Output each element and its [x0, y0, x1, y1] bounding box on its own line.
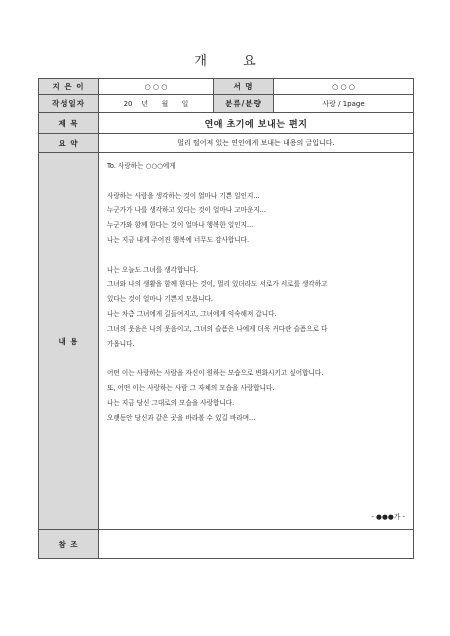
row-content — [39, 153, 414, 530]
reference-value — [99, 530, 414, 559]
letter-lines — [99, 153, 413, 425]
date-label: 작성일자 — [39, 95, 99, 113]
letter-line: 어떤 이는 사랑하는 사람을 자신이 원하는 모습으로 변화시키고 싶어합니다. — [107, 369, 324, 378]
letter-line — [107, 174, 407, 189]
letter-line: 나는 오늘도 그녀를 생각합니다. — [107, 265, 199, 274]
title-char-2: 요 — [243, 54, 256, 69]
letter-line: 나는 지금 당신 그대로의 모습을 사랑합니다. — [107, 398, 235, 407]
letter-line — [107, 248, 407, 263]
date-value: 20 년 월 일 — [99, 95, 214, 113]
content-cell — [99, 153, 414, 530]
signature-label: 서 명 — [214, 79, 274, 95]
letter-line: 또, 어떤 이는 사랑하는 사람 그 자체의 모습을 사랑합니다. — [107, 383, 275, 392]
overview-table — [38, 78, 414, 559]
summary-label: 요 약 — [39, 134, 99, 153]
letter-line: 가옵니다. — [107, 339, 135, 348]
reference-label: 참 조 — [39, 530, 99, 559]
content-label: 내 용 — [39, 153, 99, 530]
letter-line: 나는 지금 내게 주어진 행복에 너무도 감사합니다. — [107, 235, 250, 244]
letter-line — [107, 351, 407, 366]
title-char-1: 개 — [194, 54, 207, 69]
row-author — [39, 79, 414, 95]
signature-value: ○ ○ ○ — [274, 79, 414, 95]
letter-signoff: - ●●●가 - — [371, 513, 405, 521]
letter-line: To. 사랑하는 ○○○에게 — [107, 162, 176, 170]
letter-line: 누군가와 함께 한다는 것이 얼마나 행복한 일인지... — [107, 221, 254, 230]
subject-label: 제 목 — [39, 113, 99, 134]
category-label: 분류/분량 — [214, 95, 274, 113]
letter-line: 있다는 것이 얼마나 기쁜지 모릅니다. — [107, 295, 214, 304]
letter-line: 그녀와 나의 생활을 함께 한다는 것이, 멀리 있더라도 서로가 서로를 생각하고 — [107, 280, 328, 289]
summary-value: 멀리 떨어져 있는 연인에게 보내는 내용의 글입니다. — [99, 134, 414, 153]
letter-body — [99, 153, 413, 529]
row-summary — [39, 134, 414, 153]
letter-line: 오랫동안 당신과 같은 곳을 바라볼 수 있길 바라며... — [107, 413, 256, 422]
author-label: 지 은 이 — [39, 79, 99, 95]
document-title — [0, 50, 450, 69]
letter-line: 사랑하는 사람을 생각하는 것이 얼마나 기쁜 일인지... — [107, 191, 260, 200]
row-date — [39, 95, 414, 113]
letter-line: 누군가가 나를 생각하고 있다는 것이 얼마나 고마운지... — [107, 206, 266, 215]
row-reference — [39, 530, 414, 559]
letter-line: 나는 차츰 그녀에게 길들여지고, 그녀에게 익숙해져 갑니다. — [107, 309, 277, 318]
subject-value: 연애 초기에 보내는 편지 — [99, 113, 414, 134]
category-value: 사랑 / 1page — [274, 95, 414, 113]
author-value: ○ ○ ○ — [99, 79, 214, 95]
row-subject — [39, 113, 414, 134]
letter-line: 그녀의 웃음은 나의 웃음이고, 그녀의 슬픔은 나에게 더욱 커다란 슬픔으로 다 — [107, 324, 328, 333]
